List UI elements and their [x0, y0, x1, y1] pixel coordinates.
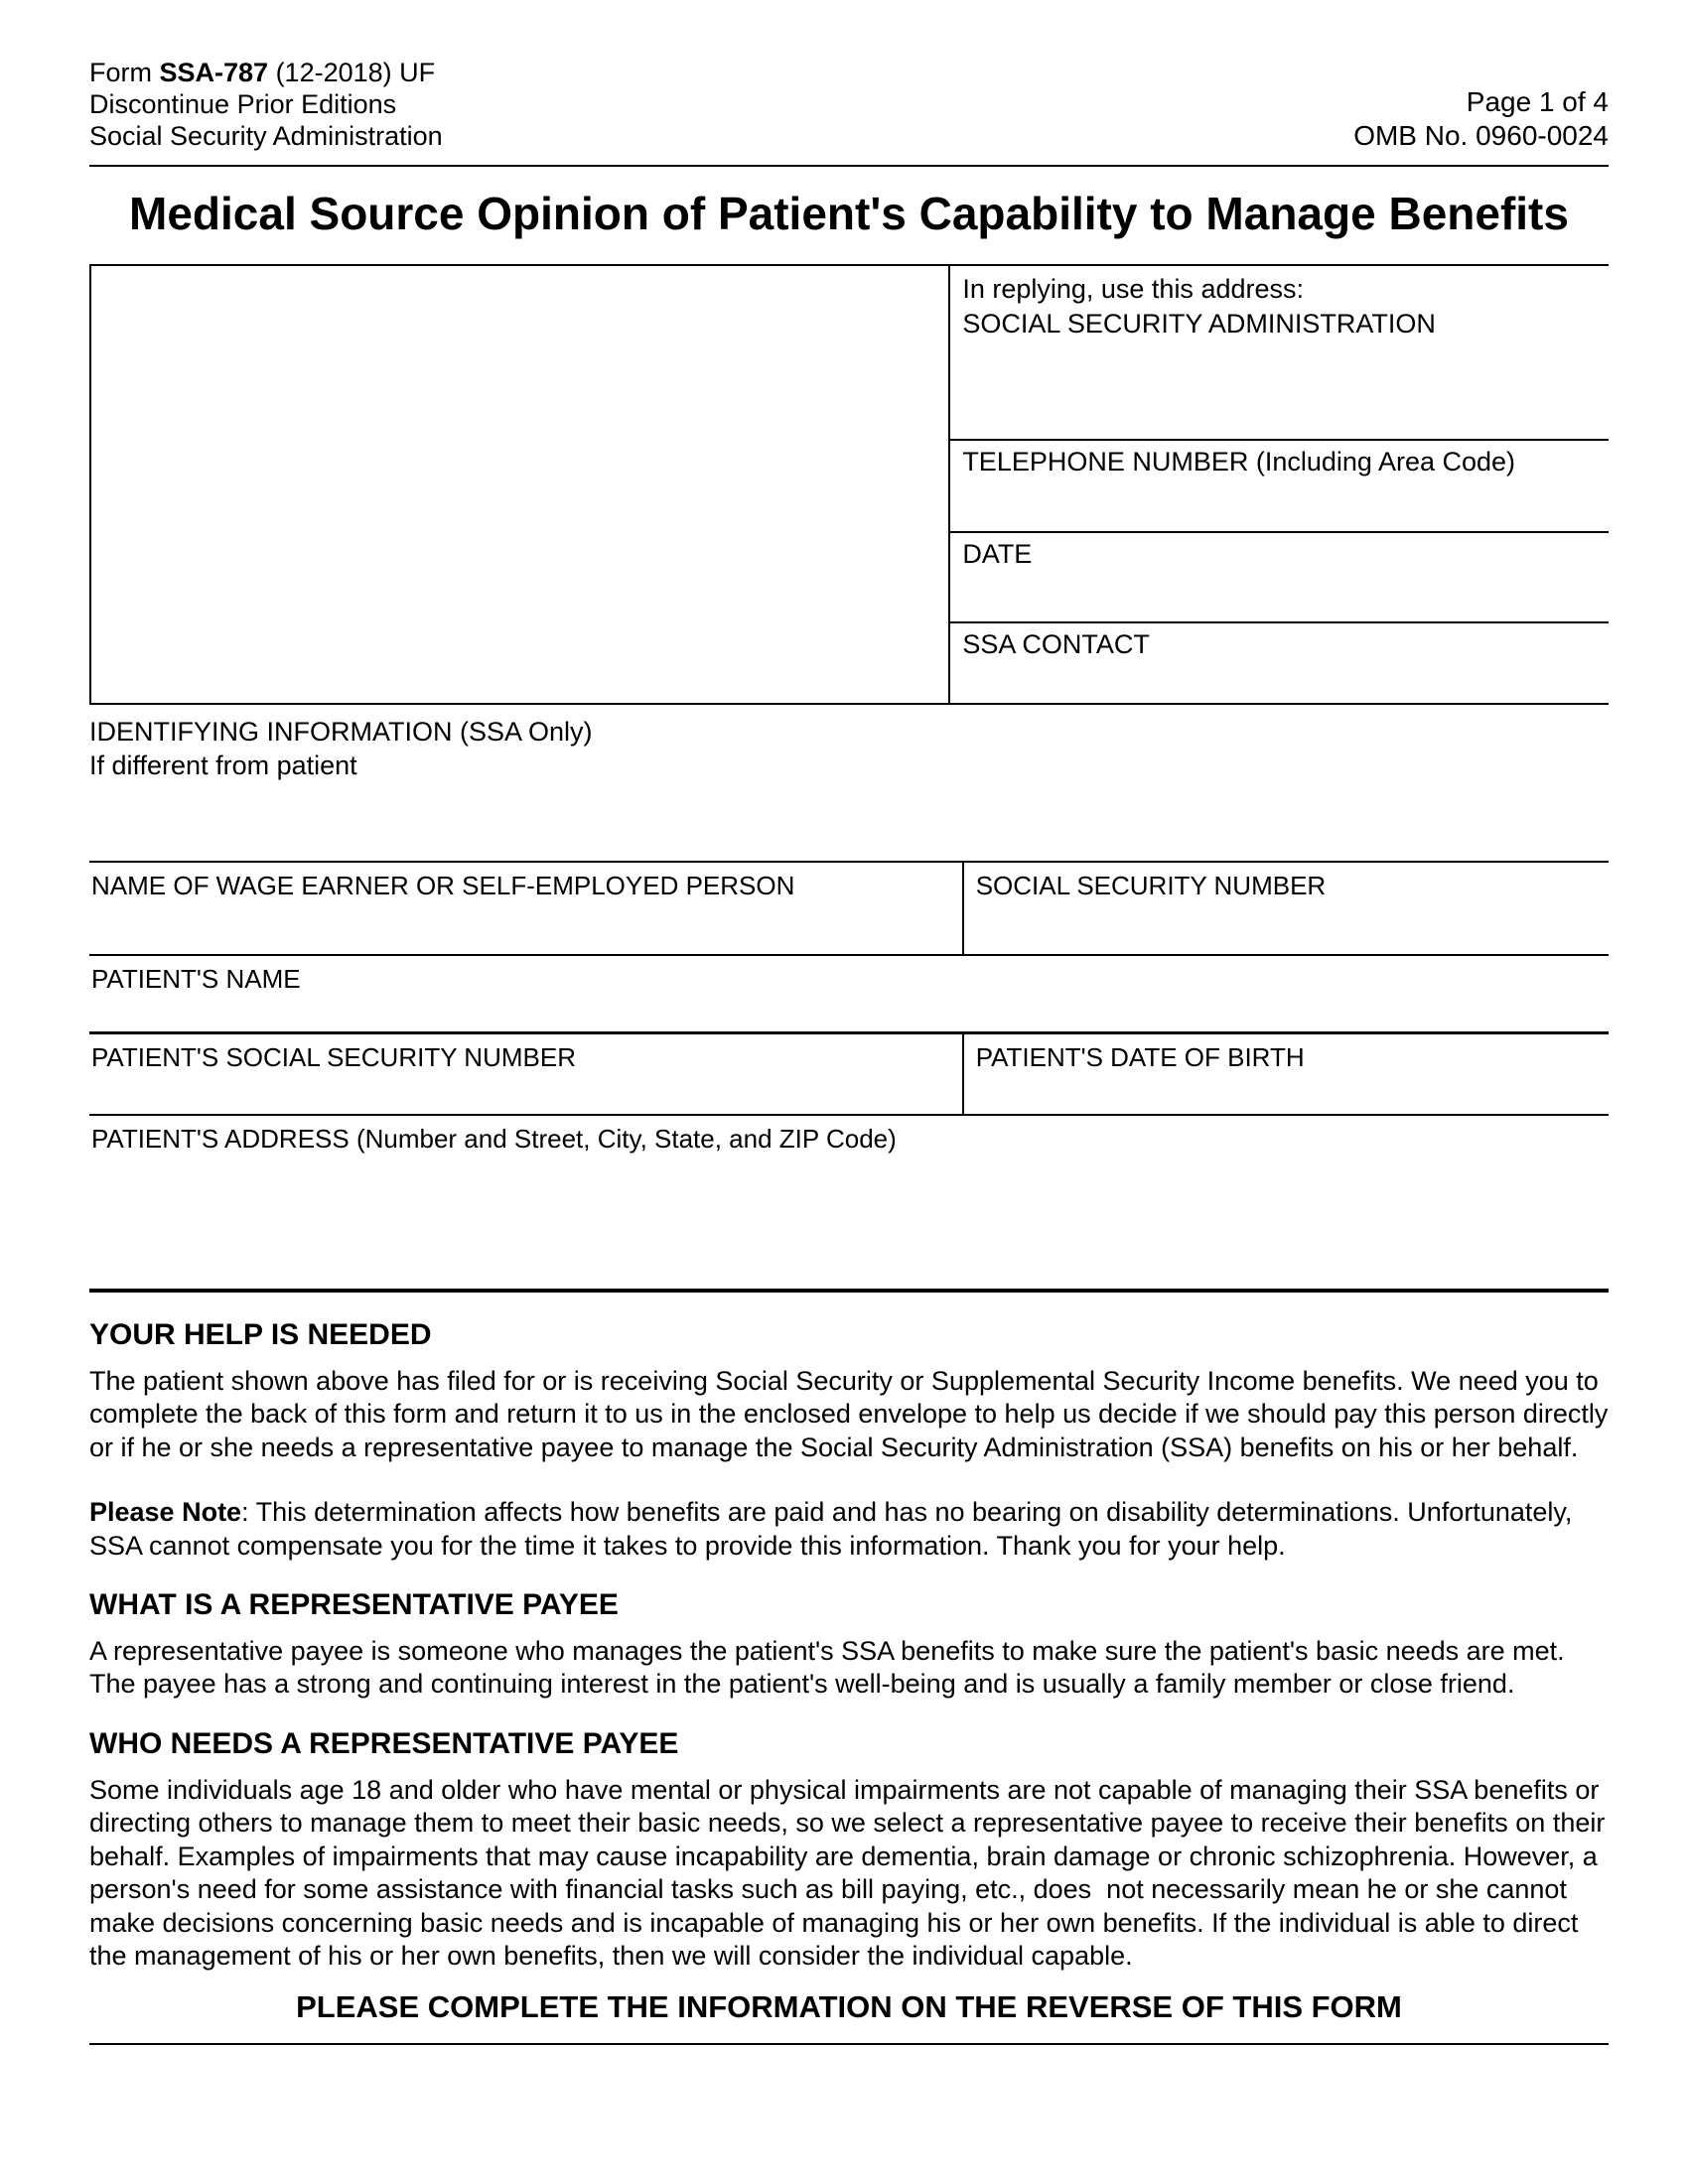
table-row: [89, 1114, 1609, 1289]
page-title: Medical Source Opinion of Patient's Capability to Manage Benefits: [129, 187, 1569, 239]
form-word: Form: [89, 58, 160, 87]
wage-earner-name-field[interactable]: [89, 863, 964, 954]
reply-agency-value: SOCIAL SECURITY ADMINISTRATION: [962, 308, 1436, 339]
please-note-paragraph: [89, 1496, 1609, 1563]
address-window-field[interactable]: [91, 266, 950, 703]
date-field[interactable]: [950, 531, 1609, 621]
identifying-info-line2: If different from patient: [89, 751, 357, 781]
omb-number: OMB No. 0960-0024: [1353, 119, 1609, 151]
ssn-label: SOCIAL SECURITY NUMBER: [975, 870, 1327, 900]
section-heading-who-needs: WHO NEEDS A REPRESENTATIVE PAYEE: [89, 1726, 679, 1760]
section-heading-what-is: WHAT IS A REPRESENTATIVE PAYEE: [89, 1588, 619, 1622]
section-body-what-is: A representative payee is someone who manages the patient's SSA benefits to make sure the patient's basic needs are met. The payee has a strong and continuing interest in the patient's well-being and is usually a family member or close friend.: [89, 1636, 1572, 1700]
form-id-block: [89, 58, 443, 153]
patient-ssn-field[interactable]: [89, 1034, 964, 1114]
patient-address-field[interactable]: [89, 1116, 1609, 1289]
date-label: DATE: [962, 538, 1033, 569]
table-row: [89, 861, 1609, 954]
wage-earner-name-label: NAME OF WAGE EARNER OR SELF-EMPLOYED PERSON: [91, 870, 795, 900]
ssa-contact-label: SSA CONTACT: [962, 628, 1150, 659]
patient-address-label: PATIENT'S ADDRESS (Number and Street, City, State, and ZIP Code): [91, 1123, 897, 1154]
agency-line: Social Security Administration: [89, 120, 443, 151]
section-body-who-needs: Some individuals age 18 and older who have mental or physical impairments are not capable of managing their SSA benefits or directing others to manage them to meet their basic needs, so we select a representative payee to receive their benefits on their behalf. Examples of impairments that may cause incapability are dementia, brain damage or chronic schizophrenia. However, a person's need for some assistance with financial tasks such as bill paying, etc., does not necessarily mean he or she cannot make decisions concerning basic needs and is incapable of managing his or her own benefits. If the individual is able to direct the management of his or her own benefits, then we will consider the individual capable.: [89, 1774, 1613, 1972]
patient-dob-label: PATIENT'S DATE OF BIRTH: [975, 1041, 1305, 1072]
reply-address-label: In replying, use this address:: [962, 273, 1304, 304]
form-edition: (12-2018) UF: [268, 58, 436, 87]
patient-fields-table: [89, 861, 1609, 1293]
page-indicator: Page 1 of 4: [1466, 86, 1609, 118]
form-number: SSA-787: [159, 58, 269, 87]
section-heading-your-help: YOUR HELP IS NEEDED: [89, 1317, 432, 1351]
footer-instruction: PLEASE COMPLETE THE INFORMATION ON THE REVERSE OF THIS FORM: [296, 1988, 1402, 2024]
patient-name-label: PATIENT'S NAME: [91, 963, 301, 994]
form-header: [89, 0, 1609, 167]
section-body-your-help: The patient shown above has filed for or is receiving Social Security or Supplemental Security Income benefits. We need you to complete the back of this form and return it to us in the enclosed envelope to help us decide if we should pay this person directly or if he or she needs a representative payee to manage the Social Security Administration (SSA) benefits on his or her behalf.: [89, 1365, 1616, 1462]
identifying-info-line1: IDENTIFYING INFORMATION (SSA Only): [89, 716, 593, 747]
form-number-line: [89, 58, 443, 89]
bottom-rule: [89, 2043, 1609, 2045]
page-info-block: [1353, 85, 1609, 152]
patient-dob-field[interactable]: [964, 1034, 1609, 1114]
reply-column: [950, 266, 1609, 703]
ssa-contact-field[interactable]: [950, 621, 1609, 703]
table-row: [89, 954, 1609, 1031]
identifying-info-block: [89, 715, 1609, 783]
please-note-lead: Please Note: [89, 1497, 242, 1528]
reply-address-box: [89, 264, 1609, 705]
patient-name-field[interactable]: [89, 956, 1609, 1031]
telephone-number-label: TELEPHONE NUMBER (Including Area Code): [962, 446, 1516, 477]
table-row: [89, 1031, 1609, 1114]
reply-address-field[interactable]: [950, 266, 1609, 439]
please-note-body: : This determination affects how benefits are paid and has no bearing on disability determinations. Unfortunately, SSA cannot compensate you for the time it takes to provide this information. Thank you for your help.: [89, 1497, 1580, 1561]
patient-ssn-label: PATIENT'S SOCIAL SECURITY NUMBER: [91, 1041, 576, 1072]
form-content: [89, 0, 1616, 2045]
telephone-number-field[interactable]: [950, 439, 1609, 531]
ssn-field[interactable]: [964, 863, 1609, 954]
discontinue-line: Discontinue Prior Editions: [89, 88, 397, 119]
